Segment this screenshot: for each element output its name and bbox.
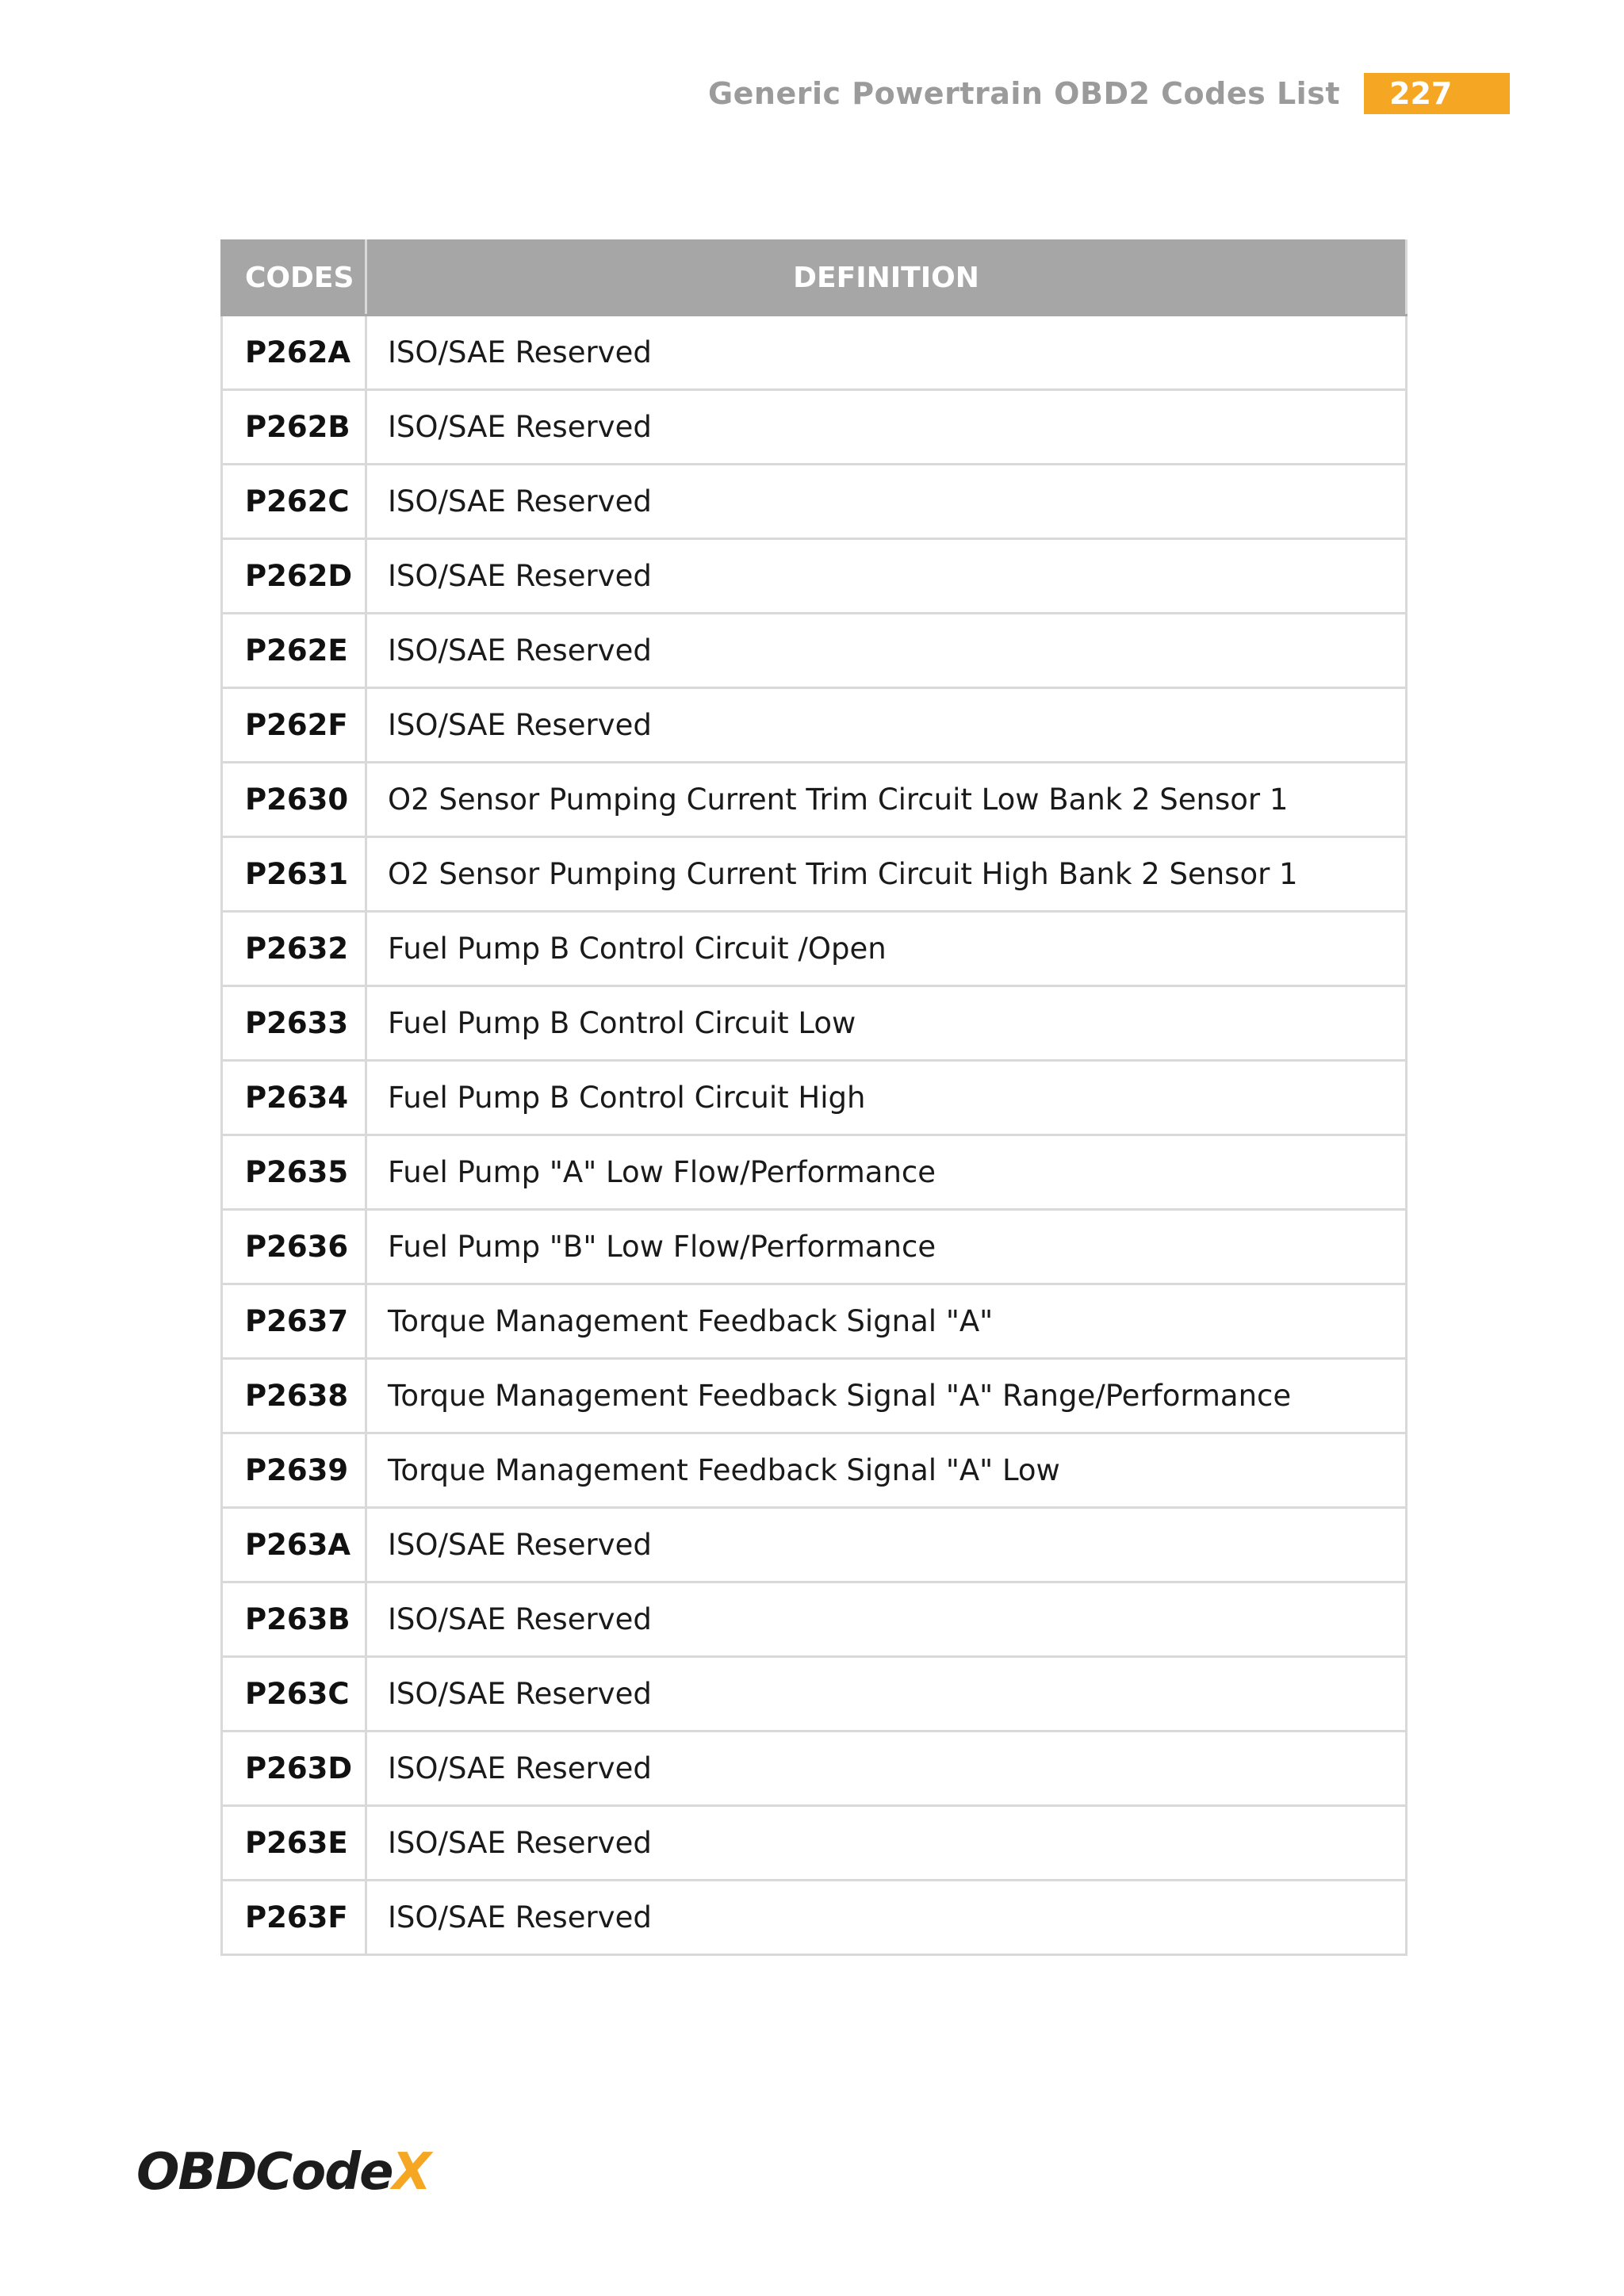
definition-cell: ISO/SAE Reserved <box>366 614 1407 688</box>
code-cell: P262C <box>222 465 366 539</box>
table-row <box>222 986 1407 1061</box>
definition-cell: ISO/SAE Reserved <box>366 390 1407 465</box>
code-cell: P262D <box>222 539 366 614</box>
document-title: Generic Powertrain OBD2 Codes List <box>707 76 1340 111</box>
table-row <box>222 912 1407 986</box>
table-row <box>222 465 1407 539</box>
definition-cell: Fuel Pump B Control Circuit High <box>366 1061 1407 1135</box>
definition-cell: ISO/SAE Reserved <box>366 1732 1407 1806</box>
definition-cell: O2 Sensor Pumping Current Trim Circuit Low Bank 2 Sensor 1 <box>366 763 1407 837</box>
code-cell: P2631 <box>222 837 366 912</box>
table-row <box>222 390 1407 465</box>
code-cell: P2639 <box>222 1433 366 1508</box>
definition-cell: Torque Management Feedback Signal "A" Low <box>366 1433 1407 1508</box>
code-cell: P262E <box>222 614 366 688</box>
code-cell: P2632 <box>222 912 366 986</box>
definition-cell: Fuel Pump B Control Circuit Low <box>366 986 1407 1061</box>
code-cell: P2637 <box>222 1284 366 1359</box>
code-cell: P262A <box>222 316 366 390</box>
page-number-badge: 227 <box>1364 73 1510 114</box>
table-row <box>222 614 1407 688</box>
table-row <box>222 1806 1407 1881</box>
table-header-row <box>222 241 1407 316</box>
column-header-definition: DEFINITION <box>366 241 1407 316</box>
table-row <box>222 539 1407 614</box>
definition-cell: Fuel Pump "A" Low Flow/Performance <box>366 1135 1407 1210</box>
code-cell: P262B <box>222 390 366 465</box>
code-cell: P2634 <box>222 1061 366 1135</box>
obdcodex-logo <box>136 2141 430 2204</box>
table-row <box>222 1732 1407 1806</box>
definition-cell: Fuel Pump B Control Circuit /Open <box>366 912 1407 986</box>
code-cell: P2635 <box>222 1135 366 1210</box>
definition-cell: ISO/SAE Reserved <box>366 539 1407 614</box>
table-row <box>222 1433 1407 1508</box>
code-cell: P263C <box>222 1657 366 1732</box>
page-header <box>708 73 1510 114</box>
table-row <box>222 1881 1407 1955</box>
table-row <box>222 1657 1407 1732</box>
code-cell: P2633 <box>222 986 366 1061</box>
code-cell: P2638 <box>222 1359 366 1433</box>
logo-wordmark <box>136 2143 430 2202</box>
definition-cell: ISO/SAE Reserved <box>366 688 1407 763</box>
table-row <box>222 1284 1407 1359</box>
definition-cell: ISO/SAE Reserved <box>366 1582 1407 1657</box>
table-row <box>222 688 1407 763</box>
table-row <box>222 316 1407 390</box>
code-cell: P262F <box>222 688 366 763</box>
definition-cell: Torque Management Feedback Signal "A" <box>366 1284 1407 1359</box>
column-header-codes: CODES <box>222 241 366 316</box>
table-body <box>222 316 1407 1955</box>
logo-text: OBDCode <box>136 2143 393 2202</box>
code-cell: P263F <box>222 1881 366 1955</box>
table-row <box>222 1359 1407 1433</box>
definition-cell: ISO/SAE Reserved <box>366 1806 1407 1881</box>
table-row <box>222 837 1407 912</box>
code-cell: P263D <box>222 1732 366 1806</box>
table-row <box>222 1582 1407 1657</box>
definition-cell: O2 Sensor Pumping Current Trim Circuit High Bank 2 Sensor 1 <box>366 837 1407 912</box>
definition-cell: ISO/SAE Reserved <box>366 1881 1407 1955</box>
logo-accent: X <box>392 2143 430 2202</box>
definition-cell: Torque Management Feedback Signal "A" Range/Performance <box>366 1359 1407 1433</box>
code-cell: P263A <box>222 1508 366 1582</box>
code-cell: P2636 <box>222 1210 366 1284</box>
table-row <box>222 763 1407 837</box>
code-cell: P263E <box>222 1806 366 1881</box>
table-row <box>222 1061 1407 1135</box>
table-row <box>222 1210 1407 1284</box>
code-cell: P263B <box>222 1582 366 1657</box>
code-cell: P2630 <box>222 763 366 837</box>
table-row <box>222 1135 1407 1210</box>
definition-cell: ISO/SAE Reserved <box>366 465 1407 539</box>
table-row <box>222 1508 1407 1582</box>
definition-cell: Fuel Pump "B" Low Flow/Performance <box>366 1210 1407 1284</box>
definition-cell: ISO/SAE Reserved <box>366 316 1407 390</box>
definition-cell: ISO/SAE Reserved <box>366 1508 1407 1582</box>
definition-cell: ISO/SAE Reserved <box>366 1657 1407 1732</box>
codes-table <box>220 239 1408 1956</box>
